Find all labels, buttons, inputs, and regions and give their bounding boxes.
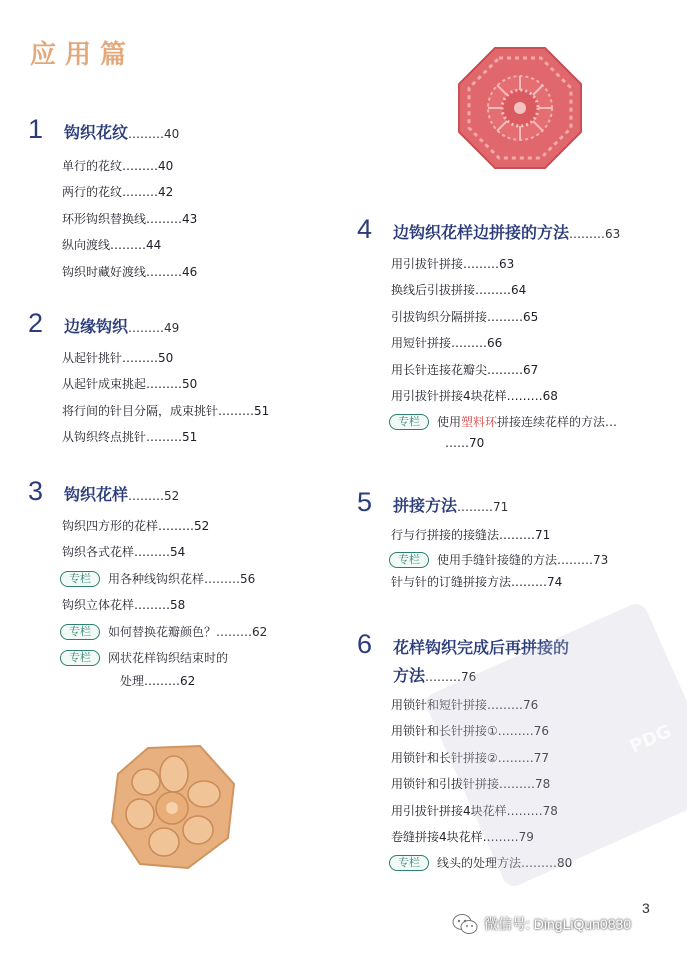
column-entry[interactable]: 专栏 网状花样钩织结束时的 — [28, 650, 358, 672]
column-tag: 专栏 — [389, 414, 429, 430]
toc-entry[interactable]: 钩织时藏好渡线………46 — [62, 264, 198, 279]
column-entry[interactable]: 专栏 使用塑料环拼接连续花样的方法… — [357, 414, 687, 436]
chapter-title[interactable]: 钩织花样………52 — [64, 485, 180, 504]
toc-entry[interactable]: 引拔钩织分隔拼接………65 — [391, 309, 539, 324]
peach-crochet-motif-image — [108, 742, 240, 872]
toc-entry[interactable]: 用引拔针拼接4块花样………78 — [391, 803, 558, 818]
toc-entry[interactable]: 将行间的针目分隔，成束挑针………51 — [62, 403, 270, 418]
toc-entry[interactable]: 从起针挑针………50 — [62, 351, 174, 365]
toc-entry[interactable]: 针与针的订缝拼接方法………74 — [391, 575, 563, 589]
chapter-number: 1 — [28, 114, 44, 144]
chapter-2 — [28, 308, 358, 456]
chapter-title[interactable]: 花样钩织完成后再拼接的 — [393, 638, 570, 657]
toc-entry[interactable]: 用锁针和短针拼接………76 — [391, 698, 539, 712]
chapter-number: 5 — [357, 487, 373, 517]
column-tag: 专栏 — [60, 571, 100, 587]
toc-entry[interactable]: 用锁针和长针拼接①………76 — [391, 724, 550, 739]
chapter-1 — [28, 114, 358, 290]
toc-entry[interactable]: 单行的花纹………40 — [62, 159, 174, 173]
chapter-number: 2 — [28, 308, 44, 338]
column-tag: 专栏 — [60, 624, 100, 640]
chapter-5 — [357, 487, 687, 600]
column-entry-continued[interactable]: ……70 — [445, 436, 485, 451]
column-entry[interactable]: 专栏 使用手缝针接缝的方法………73 — [357, 552, 687, 574]
toc-entry[interactable]: 用短针拼接………66 — [391, 336, 503, 351]
chapter-title[interactable]: 边钩织花样边拼接的方法………63 — [393, 223, 621, 242]
toc-entry[interactable]: 两行的花纹………42 — [62, 185, 174, 200]
chapter-title[interactable]: 钩织花纹………40 — [64, 123, 180, 142]
chapter-title[interactable]: 边缘钩织………49 — [64, 317, 180, 336]
toc-entry[interactable]: 钩织四方形的花样………52 — [62, 519, 210, 533]
chapter-number: 4 — [357, 214, 373, 244]
page-title: 应用篇 — [30, 40, 136, 70]
column-entry[interactable]: 专栏 线头的处理方法………80 — [357, 855, 687, 881]
toc-entry[interactable]: 换线后引拔拼接………64 — [391, 283, 527, 298]
toc-entry[interactable]: 行与行拼接的接缝法………71 — [391, 528, 551, 542]
chapter-title[interactable]: 拼接方法………71 — [393, 496, 509, 515]
toc-entry[interactable]: 从钩织终点挑针………51 — [62, 430, 198, 445]
chapter-number: 6 — [357, 629, 373, 659]
toc-entry[interactable]: 钩织立体花样………58 — [62, 598, 186, 613]
wechat-watermark — [452, 913, 631, 935]
watermark-stamp-text: PDG — [626, 720, 675, 758]
chapter-3 — [28, 476, 358, 692]
toc-entry[interactable]: 从起针成束挑起………50 — [62, 377, 198, 392]
chapter-title-continued[interactable]: 方法………76 — [393, 666, 477, 685]
toc-entry[interactable]: 用锁针和长针拼接②………77 — [391, 750, 550, 765]
toc-entry[interactable]: 纵向渡线………44 — [62, 238, 162, 253]
toc-entry[interactable]: 用长针连接花瓣尖………67 — [391, 362, 539, 377]
toc-entry[interactable]: 卷缝拼接4块花样………79 — [391, 829, 534, 844]
column-tag: 专栏 — [60, 650, 100, 666]
column-entry[interactable]: 专栏 用各种线钩织花样………56 — [28, 571, 358, 597]
chapter-number: 3 — [28, 476, 44, 506]
column-tag: 专栏 — [389, 855, 429, 871]
wechat-icon — [452, 913, 478, 935]
red-crochet-motif-image — [455, 44, 585, 172]
toc-entry[interactable]: 用引拔针拼接4块花样………68 — [391, 388, 558, 403]
column-entry[interactable]: 专栏 如何替换花瓣颜色？………62 — [28, 624, 358, 650]
toc-entry[interactable]: 钩织各式花样………54 — [62, 545, 186, 560]
toc-entry[interactable]: 用引拔针拼接………63 — [391, 257, 515, 271]
column-entry-continued[interactable]: 处理………62 — [120, 673, 196, 688]
toc-entry[interactable]: 用锁针和引拔针拼接………78 — [391, 777, 551, 792]
toc-entry[interactable]: 环形钩织替换线………43 — [62, 211, 198, 226]
wechat-id-label: 微信号: DingLiQun0830 — [484, 916, 632, 932]
page-number: 3 — [642, 900, 650, 916]
chapter-4 — [357, 214, 687, 456]
column-tag: 专栏 — [389, 552, 429, 568]
